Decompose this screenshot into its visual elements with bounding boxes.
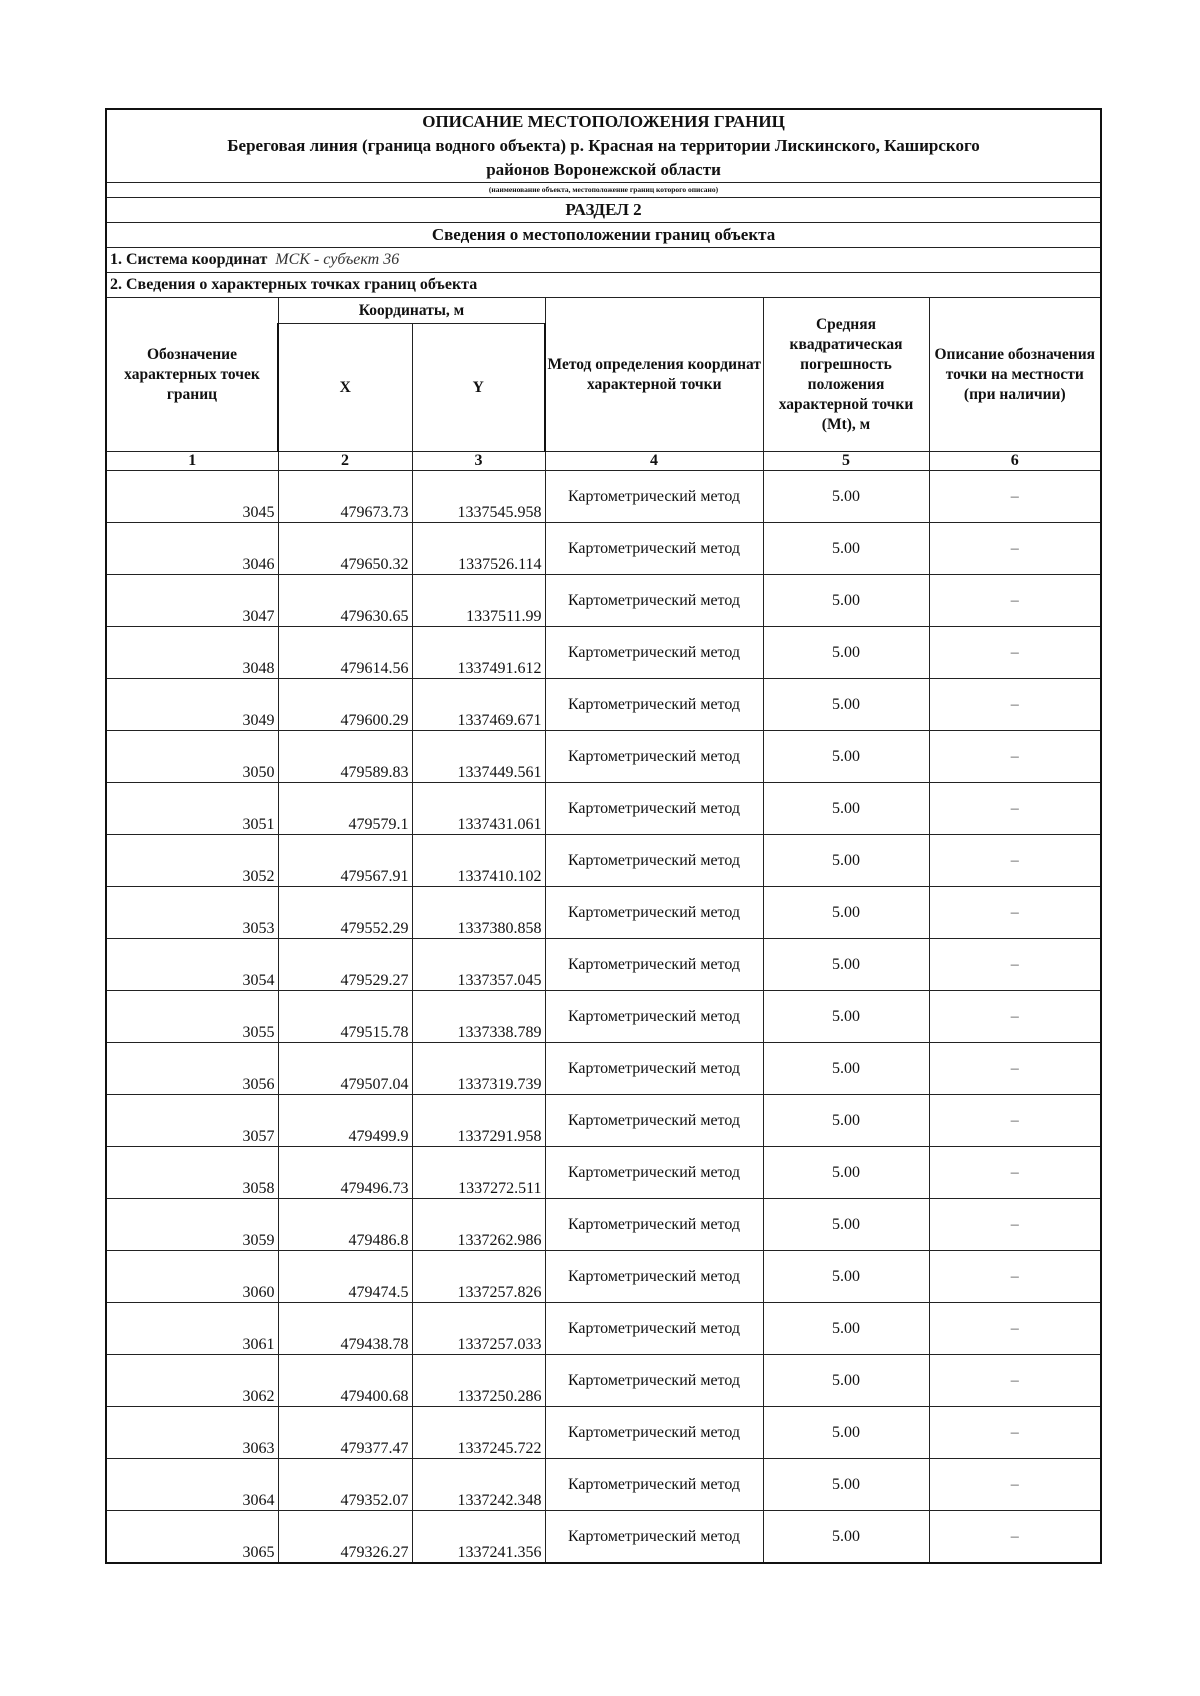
point-number-cell: 3048	[106, 627, 278, 679]
point-number-cell: 3064	[106, 1459, 278, 1511]
error-cell: 5.00	[763, 991, 929, 1043]
document-header	[106, 109, 1101, 183]
error-cell: 5.00	[763, 1407, 929, 1459]
table-row	[106, 1095, 1101, 1147]
error-cell: 5.00	[763, 1095, 929, 1147]
col-header-y: Y	[412, 324, 545, 452]
description-cell: –	[929, 575, 1101, 627]
description-cell: –	[929, 991, 1101, 1043]
point-number-cell: 3059	[106, 1199, 278, 1251]
table-row	[106, 887, 1101, 939]
error-cell: 5.00	[763, 1459, 929, 1511]
x-coordinate-cell: 479579.1	[278, 783, 412, 835]
column-number: 6	[929, 452, 1101, 471]
y-coordinate-cell: 1337262.986	[412, 1199, 545, 1251]
x-coordinate-cell: 479326.27	[278, 1511, 412, 1564]
method-cell: Картометрический метод	[545, 1095, 763, 1147]
column-number: 5	[763, 452, 929, 471]
col-header-coordinates: Координаты, м	[278, 298, 545, 324]
table-row	[106, 575, 1101, 627]
x-coordinate-cell: 479650.32	[278, 523, 412, 575]
section-number: РАЗДЕЛ 2	[106, 198, 1101, 223]
y-coordinate-cell: 1337257.033	[412, 1303, 545, 1355]
y-coordinate-cell: 1337357.045	[412, 939, 545, 991]
table-row	[106, 1355, 1101, 1407]
point-number-cell: 3050	[106, 731, 278, 783]
error-cell: 5.00	[763, 783, 929, 835]
coordinate-system-value: МСК - субъект 36	[275, 251, 400, 268]
table-row	[106, 939, 1101, 991]
point-number-cell: 3046	[106, 523, 278, 575]
method-cell: Картометрический метод	[545, 783, 763, 835]
x-coordinate-cell: 479352.07	[278, 1459, 412, 1511]
error-cell: 5.00	[763, 1043, 929, 1095]
x-coordinate-cell: 479630.65	[278, 575, 412, 627]
method-cell: Картометрический метод	[545, 835, 763, 887]
section-title: Сведения о местоположении границ объекта	[106, 223, 1101, 248]
x-coordinate-cell: 479515.78	[278, 991, 412, 1043]
object-caption: (наименование объекта, местоположение границ которого описано)	[106, 183, 1101, 198]
error-cell: 5.00	[763, 939, 929, 991]
coordinate-system-label: 1. Система координат	[110, 251, 268, 268]
description-cell: –	[929, 1355, 1101, 1407]
x-coordinate-cell: 479614.56	[278, 627, 412, 679]
method-cell: Картометрический метод	[545, 991, 763, 1043]
table-row	[106, 1043, 1101, 1095]
x-coordinate-cell: 479567.91	[278, 835, 412, 887]
point-number-cell: 3055	[106, 991, 278, 1043]
x-coordinate-cell: 479496.73	[278, 1147, 412, 1199]
method-cell: Картометрический метод	[545, 1511, 763, 1564]
description-cell: –	[929, 1147, 1101, 1199]
description-cell: –	[929, 1459, 1101, 1511]
description-cell: –	[929, 835, 1101, 887]
point-number-cell: 3062	[106, 1355, 278, 1407]
points-section-label: 2. Сведения о характерных точках границ объекта	[106, 273, 1101, 298]
x-coordinate-cell: 479474.5	[278, 1251, 412, 1303]
error-cell: 5.00	[763, 835, 929, 887]
method-cell: Картометрический метод	[545, 523, 763, 575]
y-coordinate-cell: 1337272.511	[412, 1147, 545, 1199]
error-cell: 5.00	[763, 523, 929, 575]
y-coordinate-cell: 1337526.114	[412, 523, 545, 575]
description-cell: –	[929, 1303, 1101, 1355]
error-cell: 5.00	[763, 1251, 929, 1303]
method-cell: Картометрический метод	[545, 1147, 763, 1199]
table-row	[106, 991, 1101, 1043]
x-coordinate-cell: 479552.29	[278, 887, 412, 939]
point-number-cell: 3045	[106, 471, 278, 523]
table-row	[106, 783, 1101, 835]
x-coordinate-cell: 479438.78	[278, 1303, 412, 1355]
description-cell: –	[929, 1199, 1101, 1251]
method-cell: Картометрический метод	[545, 1251, 763, 1303]
y-coordinate-cell: 1337257.826	[412, 1251, 545, 1303]
table-row	[106, 679, 1101, 731]
x-coordinate-cell: 479673.73	[278, 471, 412, 523]
coordinate-system-row	[106, 248, 1101, 273]
y-coordinate-cell: 1337250.286	[412, 1355, 545, 1407]
description-cell: –	[929, 1251, 1101, 1303]
error-cell: 5.00	[763, 1199, 929, 1251]
document-title: ОПИСАНИЕ МЕСТОПОЛОЖЕНИЯ ГРАНИЦ	[422, 112, 785, 131]
y-coordinate-cell: 1337338.789	[412, 991, 545, 1043]
description-cell: –	[929, 783, 1101, 835]
point-number-cell: 3060	[106, 1251, 278, 1303]
table-row	[106, 1303, 1101, 1355]
y-coordinate-cell: 1337242.348	[412, 1459, 545, 1511]
point-number-cell: 3054	[106, 939, 278, 991]
table-row	[106, 1251, 1101, 1303]
error-cell: 5.00	[763, 575, 929, 627]
col-header-designation: Обозначение характерных точек границ	[106, 298, 278, 452]
table-row	[106, 1147, 1101, 1199]
table-row	[106, 1199, 1101, 1251]
point-number-cell: 3061	[106, 1303, 278, 1355]
method-cell: Картометрический метод	[545, 575, 763, 627]
table-row	[106, 1459, 1101, 1511]
method-cell: Картометрический метод	[545, 627, 763, 679]
method-cell: Картометрический метод	[545, 1459, 763, 1511]
y-coordinate-cell: 1337380.858	[412, 887, 545, 939]
description-cell: –	[929, 523, 1101, 575]
error-cell: 5.00	[763, 1511, 929, 1564]
point-number-cell: 3053	[106, 887, 278, 939]
method-cell: Картометрический метод	[545, 471, 763, 523]
x-coordinate-cell: 479529.27	[278, 939, 412, 991]
description-cell: –	[929, 887, 1101, 939]
error-cell: 5.00	[763, 471, 929, 523]
point-number-cell: 3063	[106, 1407, 278, 1459]
description-cell: –	[929, 731, 1101, 783]
table-row	[106, 627, 1101, 679]
description-cell: –	[929, 679, 1101, 731]
method-cell: Картометрический метод	[545, 1355, 763, 1407]
error-cell: 5.00	[763, 1355, 929, 1407]
x-coordinate-cell: 479600.29	[278, 679, 412, 731]
y-coordinate-cell: 1337469.671	[412, 679, 545, 731]
table-row	[106, 471, 1101, 523]
x-coordinate-cell: 479589.83	[278, 731, 412, 783]
table-row	[106, 835, 1101, 887]
column-number: 2	[278, 452, 412, 471]
col-header-error: Средняя квадратическая погрешность положения характерной точки (Mt), м	[763, 298, 929, 452]
boundary-description-table	[105, 108, 1102, 1564]
y-coordinate-cell: 1337491.612	[412, 627, 545, 679]
description-cell: –	[929, 627, 1101, 679]
x-coordinate-cell: 479499.9	[278, 1095, 412, 1147]
error-cell: 5.00	[763, 731, 929, 783]
description-cell: –	[929, 1043, 1101, 1095]
x-coordinate-cell: 479400.68	[278, 1355, 412, 1407]
table-row	[106, 731, 1101, 783]
y-coordinate-cell: 1337291.958	[412, 1095, 545, 1147]
method-cell: Картометрический метод	[545, 1303, 763, 1355]
description-cell: –	[929, 1511, 1101, 1564]
y-coordinate-cell: 1337431.061	[412, 783, 545, 835]
error-cell: 5.00	[763, 627, 929, 679]
point-number-cell: 3057	[106, 1095, 278, 1147]
document-sheet	[105, 108, 1100, 1564]
y-coordinate-cell: 1337545.958	[412, 471, 545, 523]
object-name-line1: Береговая линия (граница водного объекта) р. Красная на территории Лискинского, Каширского	[227, 136, 980, 155]
method-cell: Картометрический метод	[545, 1407, 763, 1459]
method-cell: Картометрический метод	[545, 731, 763, 783]
description-cell: –	[929, 1407, 1101, 1459]
point-number-cell: 3065	[106, 1511, 278, 1564]
y-coordinate-cell: 1337449.561	[412, 731, 545, 783]
col-header-method: Метод определения координат характерной точки	[545, 298, 763, 452]
column-numbers-row	[106, 452, 1101, 471]
error-cell: 5.00	[763, 1147, 929, 1199]
object-name-line2: районов Воронежской области	[486, 160, 721, 179]
y-coordinate-cell: 1337245.722	[412, 1407, 545, 1459]
table-row	[106, 1407, 1101, 1459]
description-cell: –	[929, 471, 1101, 523]
y-coordinate-cell: 1337319.739	[412, 1043, 545, 1095]
method-cell: Картометрический метод	[545, 939, 763, 991]
column-number: 3	[412, 452, 545, 471]
method-cell: Картометрический метод	[545, 1199, 763, 1251]
table-row	[106, 523, 1101, 575]
y-coordinate-cell: 1337410.102	[412, 835, 545, 887]
method-cell: Картометрический метод	[545, 679, 763, 731]
x-coordinate-cell: 479486.8	[278, 1199, 412, 1251]
col-header-x: X	[278, 324, 412, 452]
point-number-cell: 3049	[106, 679, 278, 731]
column-number: 1	[106, 452, 278, 471]
x-coordinate-cell: 479377.47	[278, 1407, 412, 1459]
y-coordinate-cell: 1337511.99	[412, 575, 545, 627]
column-number: 4	[545, 452, 763, 471]
y-coordinate-cell: 1337241.356	[412, 1511, 545, 1564]
description-cell: –	[929, 939, 1101, 991]
method-cell: Картометрический метод	[545, 1043, 763, 1095]
error-cell: 5.00	[763, 679, 929, 731]
method-cell: Картометрический метод	[545, 887, 763, 939]
table-row	[106, 1511, 1101, 1564]
col-header-description: Описание обозначения точки на местности (при наличии)	[929, 298, 1101, 452]
x-coordinate-cell: 479507.04	[278, 1043, 412, 1095]
error-cell: 5.00	[763, 1303, 929, 1355]
point-number-cell: 3056	[106, 1043, 278, 1095]
point-number-cell: 3052	[106, 835, 278, 887]
description-cell: –	[929, 1095, 1101, 1147]
point-number-cell: 3058	[106, 1147, 278, 1199]
point-number-cell: 3051	[106, 783, 278, 835]
error-cell: 5.00	[763, 887, 929, 939]
point-number-cell: 3047	[106, 575, 278, 627]
